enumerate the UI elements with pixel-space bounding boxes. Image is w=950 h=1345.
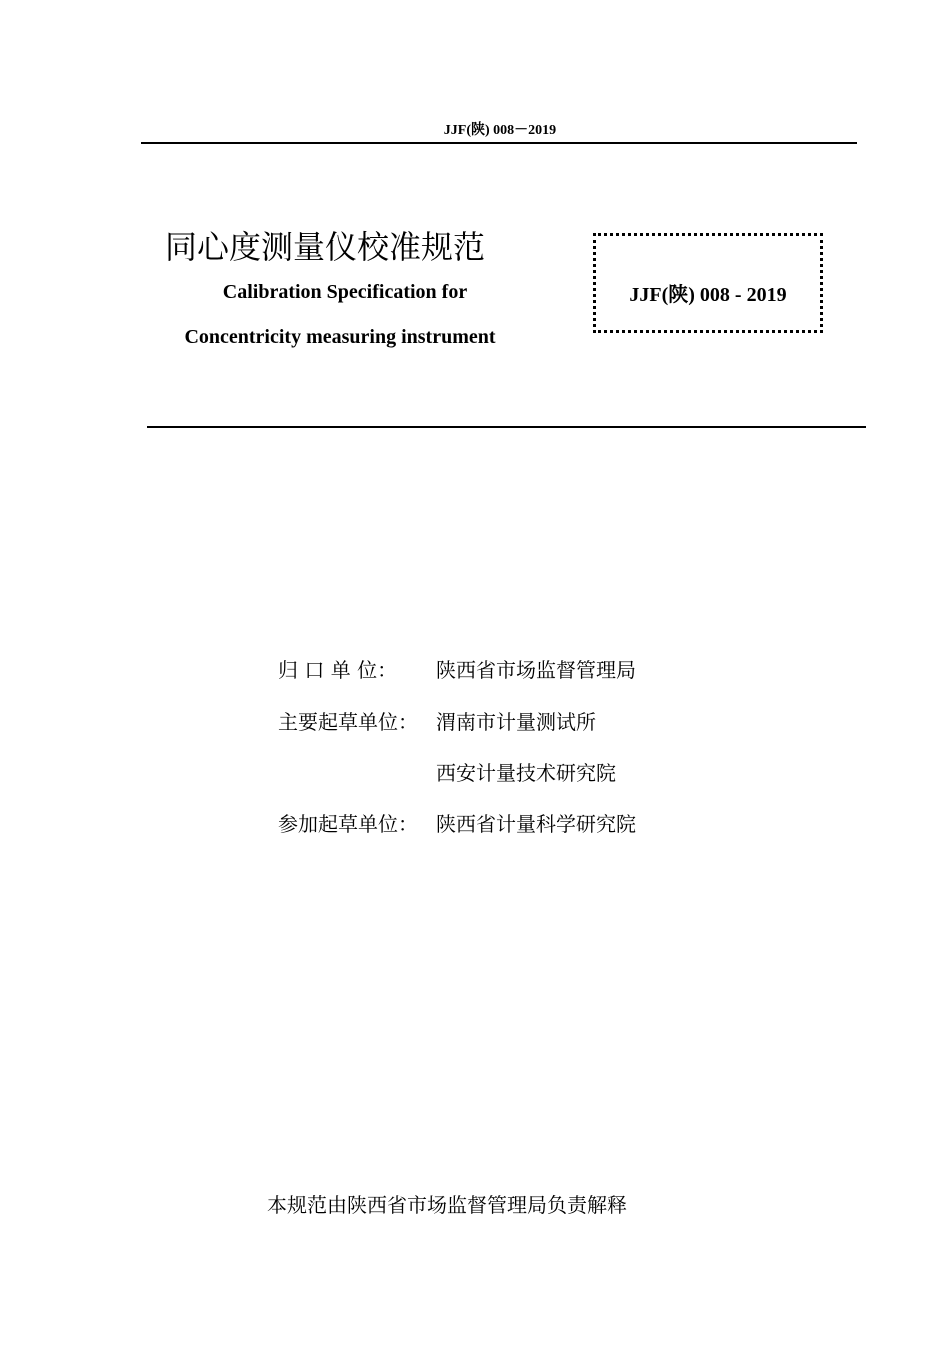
info-row-responsible-unit: [278, 654, 636, 683]
info-label: 归 口 单 位：: [278, 658, 398, 682]
info-row-main-drafting-unit-2: [278, 757, 616, 786]
info-row-participating-unit: [278, 808, 636, 837]
standard-code-box-text: JJF(陕) 008 - 2019: [629, 284, 787, 306]
title-english-line2: Concentricity measuring instrument: [184, 326, 496, 348]
header-rule: [141, 142, 857, 144]
info-label: 参加起草单位：: [278, 812, 418, 836]
info-value: 陕西省计量科学研究院: [436, 812, 636, 836]
title-chinese: 同心度测量仪校准规范: [165, 228, 486, 266]
title-rule: [147, 426, 866, 428]
title-english-line1: Calibration Specification for: [222, 281, 468, 303]
standard-code-box: [593, 233, 823, 333]
info-value: 渭南市计量测试所: [436, 710, 596, 734]
header-standard-code: JJF(陕) 008－2019: [443, 123, 557, 138]
footer-interpretation-note: 本规范由陕西省市场监督管理局负责解释: [267, 1193, 627, 1217]
info-row-main-drafting-unit: [278, 706, 596, 735]
info-value: 西安计量技术研究院: [436, 761, 616, 785]
info-value: 陕西省市场监督管理局: [436, 658, 636, 682]
info-label: 主要起草单位：: [278, 710, 418, 734]
